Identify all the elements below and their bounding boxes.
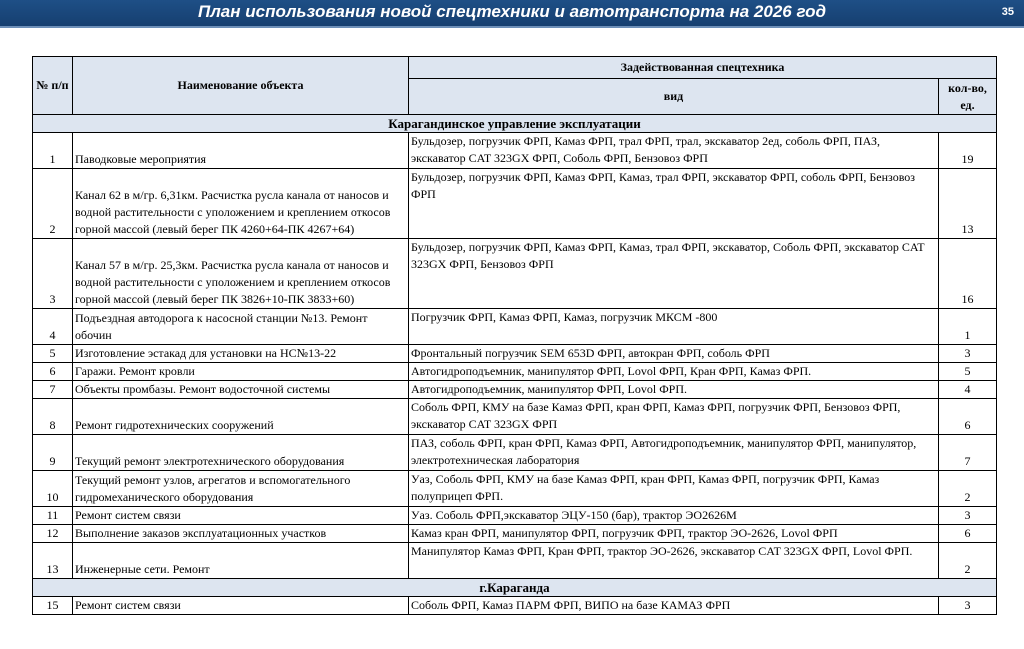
- object-name: Текущий ремонт узлов, агрегатов и вспомогательного гидромеханического оборудования: [73, 471, 409, 507]
- object-name: Ремонт гидротехнических сооружений: [73, 399, 409, 435]
- row-number: 6: [33, 363, 73, 381]
- table-row: [33, 363, 997, 381]
- equipment-count: 4: [939, 381, 997, 399]
- table-row: [33, 239, 997, 309]
- table-row: [33, 507, 997, 525]
- header-object: Наименование объекта: [73, 57, 409, 115]
- equipment-list: ПАЗ, соболь ФРП, кран ФРП, Камаз ФРП, Автогидроподъемник, манипулятор ФРП, манипулятор, электротехническая лаборатория: [409, 435, 939, 471]
- slide-header: [0, 0, 1024, 28]
- table-row: [33, 309, 997, 345]
- object-name: Текущий ремонт электротехнического оборудования: [73, 435, 409, 471]
- object-name: Инженерные сети. Ремонт: [73, 543, 409, 579]
- equipment-count: 5: [939, 363, 997, 381]
- equipment-count: 1: [939, 309, 997, 345]
- object-name: Канал 57 в м/гр. 25,3км. Расчистка русла канала от наносов и водной растительности с уположением и креплением откосов горной массой (левый берег ПК 3826+10-ПК 3833+60): [73, 239, 409, 309]
- page-title: План использования новой спецтехники и автотранспорта на 2026 год: [198, 2, 826, 21]
- row-number: 13: [33, 543, 73, 579]
- equipment-list: Погрузчик ФРП, Камаз ФРП, Камаз, погрузчик МКСМ -800: [409, 309, 939, 345]
- equipment-list: Бульдозер, погрузчик ФРП, Камаз ФРП, Камаз, трал ФРП, экскаватор ФРП, соболь ФРП, Бензовоз ФРП: [409, 169, 939, 239]
- table-row: [33, 597, 997, 615]
- row-number: 9: [33, 435, 73, 471]
- header-equipment-group: Задействованная спецтехника: [409, 57, 997, 79]
- object-name: Ремонт систем связи: [73, 507, 409, 525]
- row-number: 2: [33, 169, 73, 239]
- table-row: [33, 345, 997, 363]
- equipment-list: Бульдозер, погрузчик ФРП, Камаз ФРП, трал ФРП, трал, экскаватор 2ед, соболь ФРП, ПАЗ, экскаватор CAT 323GX ФРП, Соболь ФРП, Бензовоз ФРП: [409, 133, 939, 169]
- table-row: [33, 169, 997, 239]
- equipment-list: Уаз. Соболь ФРП,экскаватор ЭЦУ-150 (бар), трактор ЭО2626М: [409, 507, 939, 525]
- header-type: вид: [409, 79, 939, 115]
- table-row: [33, 133, 997, 169]
- equipment-list: Соболь ФРП, КМУ на базе Камаз ФРП, кран ФРП, Камаз ФРП, погрузчик ФРП, Бензовоз ФРП, экскаватор CAT 323GX ФРП: [409, 399, 939, 435]
- row-number: 11: [33, 507, 73, 525]
- row-number: 3: [33, 239, 73, 309]
- row-number: 1: [33, 133, 73, 169]
- header-count: кол-во, ед.: [939, 79, 997, 115]
- row-number: 8: [33, 399, 73, 435]
- row-number: 5: [33, 345, 73, 363]
- section-label: Карагандинское управление эксплуатации: [33, 115, 997, 133]
- equipment-count: 7: [939, 435, 997, 471]
- equipment-list: Камаз кран ФРП, манипулятор ФРП, погрузчик ФРП, трактор ЭО-2626, Lovol ФРП: [409, 525, 939, 543]
- equipment-count: 2: [939, 543, 997, 579]
- equipment-list: Автогидроподъемник, манипулятор ФРП, Lovol ФРП, Кран ФРП, Камаз ФРП.: [409, 363, 939, 381]
- table-row: [33, 471, 997, 507]
- object-name: Паводковые мероприятия: [73, 133, 409, 169]
- table-row: [33, 435, 997, 471]
- equipment-count: 2: [939, 471, 997, 507]
- equipment-list: Автогидроподъемник, манипулятор ФРП, Lovol ФРП.: [409, 381, 939, 399]
- object-name: Изготовление эстакад для установки на НС№13-22: [73, 345, 409, 363]
- table-row: [33, 525, 997, 543]
- object-name: Подъездная автодорога к насосной станции №13. Ремонт обочин: [73, 309, 409, 345]
- equipment-count: 19: [939, 133, 997, 169]
- section-karaganda-management: [33, 115, 997, 133]
- object-name: Ремонт систем связи: [73, 597, 409, 615]
- table-row: [33, 399, 997, 435]
- table-row: [33, 543, 997, 579]
- object-name: Гаражи. Ремонт кровли: [73, 363, 409, 381]
- table-row: [33, 381, 997, 399]
- row-number: 7: [33, 381, 73, 399]
- section-karaganda-city: [33, 579, 997, 597]
- object-name: Объекты промбазы. Ремонт водосточной системы: [73, 381, 409, 399]
- object-name: Канал 62 в м/гр. 6,31км. Расчистка русла канала от наносов и водной растительности с уположением и креплением откосов горной массой (левый берег ПК 4260+64-ПК 4267+64): [73, 169, 409, 239]
- equipment-list: Соболь ФРП, Камаз ПАРМ ФРП, ВИПО на базе КАМАЗ ФРП: [409, 597, 939, 615]
- row-number: 12: [33, 525, 73, 543]
- row-number: 15: [33, 597, 73, 615]
- equipment-list: Манипулятор Камаз ФРП, Кран ФРП, трактор ЭО-2626, экскаватор CAT 323GX ФРП, Lovol ФРП.: [409, 543, 939, 579]
- equipment-count: 3: [939, 345, 997, 363]
- row-number: 4: [33, 309, 73, 345]
- equipment-count: 13: [939, 169, 997, 239]
- equipment-list: Уаз, Соболь ФРП, КМУ на базе Камаз ФРП, кран ФРП, Камаз ФРП, погрузчик ФРП, Камаз полуприцеп ФРП.: [409, 471, 939, 507]
- section-label: г.Караганда: [33, 579, 997, 597]
- header-num: № п/п: [33, 57, 73, 115]
- page-number: 35: [1001, 6, 1014, 18]
- equipment-count: 16: [939, 239, 997, 309]
- equipment-list: Фронтальный погрузчик SEM 653D ФРП, автокран ФРП, соболь ФРП: [409, 345, 939, 363]
- object-name: Выполнение заказов эксплуатационных участков: [73, 525, 409, 543]
- row-number: 10: [33, 471, 73, 507]
- equipment-count: 3: [939, 597, 997, 615]
- table-body: [33, 115, 997, 615]
- equipment-list: Бульдозер, погрузчик ФРП, Камаз ФРП, Камаз, трал ФРП, экскаватор, Соболь ФРП, экскаватор CAT 323GX ФРП, Бензовоз ФРП: [409, 239, 939, 309]
- equipment-count: 6: [939, 399, 997, 435]
- equipment-count: 3: [939, 507, 997, 525]
- equipment-table: [32, 56, 997, 615]
- equipment-count: 6: [939, 525, 997, 543]
